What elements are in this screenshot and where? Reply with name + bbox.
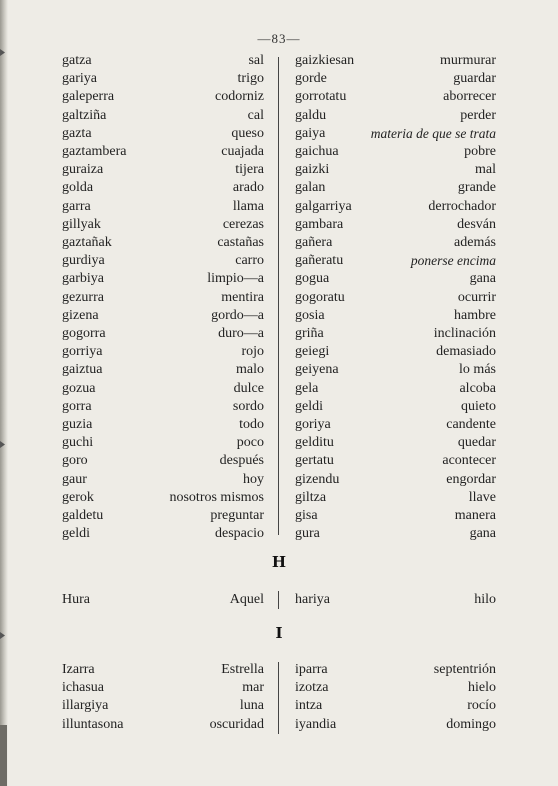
dictionary-entry bbox=[295, 234, 496, 252]
entry-term: gizena bbox=[62, 307, 99, 323]
entry-term: gazta bbox=[62, 125, 92, 141]
entry-term: gañeratu bbox=[295, 253, 344, 269]
entry-definition: cal bbox=[247, 107, 264, 123]
dictionary-entry bbox=[295, 716, 496, 734]
dictionary-entry bbox=[295, 307, 496, 325]
entry-term: gaizkiesan bbox=[295, 53, 355, 68]
dictionary-entry bbox=[295, 125, 496, 143]
dictionary-entry bbox=[295, 252, 496, 270]
entry-definition: cerezas bbox=[222, 216, 264, 232]
entry-term: gogua bbox=[295, 271, 330, 287]
entry-definition: ponerse encima bbox=[410, 253, 496, 269]
entry-definition: castañas bbox=[217, 235, 264, 250]
column-divider bbox=[278, 57, 279, 535]
entry-term: gaichua bbox=[295, 144, 339, 159]
dictionary-entry bbox=[295, 198, 496, 216]
entry-definition: rojo bbox=[241, 344, 264, 360]
entry-definition: acontecer bbox=[442, 453, 496, 469]
column-divider bbox=[278, 591, 279, 609]
entry-definition: cuajada bbox=[221, 144, 264, 159]
dictionary-entry bbox=[62, 325, 264, 343]
entry-definition: mar bbox=[242, 680, 264, 696]
entry-term: geldi bbox=[62, 526, 90, 542]
entry-term: ichasua bbox=[62, 680, 104, 696]
entry-term: griña bbox=[295, 326, 324, 341]
entry-term: galdu bbox=[295, 107, 327, 123]
entry-definition: hambre bbox=[454, 307, 496, 323]
entry-term: gillyak bbox=[62, 216, 101, 232]
entry-term: guzia bbox=[62, 417, 93, 432]
entry-term: goro bbox=[62, 453, 88, 469]
entry-term: galtziña bbox=[62, 107, 107, 123]
entry-term: gaztañak bbox=[62, 235, 112, 250]
entry-term: gosia bbox=[295, 307, 325, 323]
entry-definition: duro—a bbox=[218, 326, 264, 341]
entry-term: gerok bbox=[62, 489, 94, 505]
entry-term: gogoratu bbox=[295, 289, 345, 305]
entry-term: gelditu bbox=[295, 435, 334, 451]
dictionary-entry bbox=[295, 679, 496, 697]
entry-term: gizendu bbox=[295, 471, 340, 487]
entry-definition: ocurrir bbox=[457, 289, 496, 305]
entry-definition: pobre bbox=[464, 144, 496, 159]
entry-definition: quieto bbox=[461, 398, 496, 414]
dictionary-entry bbox=[295, 525, 496, 543]
entry-definition: dulce bbox=[233, 380, 264, 396]
dictionary-entry bbox=[295, 434, 496, 452]
dictionary-entry bbox=[295, 270, 496, 288]
dictionary-entry bbox=[62, 471, 264, 489]
entry-term: garra bbox=[62, 198, 91, 214]
dictionary-entry bbox=[295, 70, 496, 88]
entry-definition: después bbox=[219, 453, 264, 469]
entry-term: gorra bbox=[62, 398, 92, 414]
entry-definition: codorniz bbox=[215, 89, 264, 105]
entry-term: golda bbox=[62, 180, 94, 196]
entry-term: geldi bbox=[295, 398, 323, 414]
dictionary-entry bbox=[62, 452, 264, 470]
entry-definition: limpio—a bbox=[207, 271, 264, 287]
entry-term: Hura bbox=[62, 592, 90, 607]
entry-definition: candente bbox=[446, 417, 496, 432]
entry-definition: gordo—a bbox=[211, 307, 264, 323]
entry-term: gezurra bbox=[62, 289, 104, 305]
entry-definition: oscuridad bbox=[209, 716, 264, 732]
dictionary-entry bbox=[62, 398, 264, 416]
dictionary-entry bbox=[62, 70, 264, 88]
entry-definition: engordar bbox=[446, 471, 496, 487]
dictionary-entry bbox=[62, 380, 264, 398]
entry-definition: manera bbox=[454, 508, 496, 523]
entry-definition: despacio bbox=[215, 526, 264, 542]
dictionary-entry bbox=[62, 198, 264, 216]
entry-term: gisa bbox=[295, 508, 318, 523]
entry-term: gaiya bbox=[295, 125, 326, 141]
entry-definition: llama bbox=[232, 198, 264, 214]
dictionary-entry bbox=[62, 489, 264, 507]
dictionary-entry bbox=[295, 591, 496, 609]
dictionary-entry bbox=[62, 343, 264, 361]
entry-term: intza bbox=[295, 698, 323, 714]
entry-definition: sordo bbox=[232, 398, 264, 414]
entry-definition: guardar bbox=[453, 71, 496, 87]
entry-definition: sal bbox=[248, 53, 264, 68]
entry-term: iparra bbox=[295, 662, 328, 677]
dictionary-entry bbox=[62, 88, 264, 106]
entry-definition: poco bbox=[236, 435, 264, 451]
entry-definition: gana bbox=[469, 526, 496, 542]
entry-term: gaizki bbox=[295, 162, 330, 178]
dictionary-entry bbox=[295, 179, 496, 197]
entry-term: gogorra bbox=[62, 326, 106, 341]
dictionary-entry bbox=[295, 380, 496, 398]
dictionary-entry bbox=[295, 325, 496, 343]
entry-definition: carro bbox=[235, 253, 264, 269]
entry-definition: derrochador bbox=[428, 198, 496, 214]
entry-term: geiyena bbox=[295, 362, 339, 378]
entry-definition: rocío bbox=[467, 698, 496, 714]
dictionary-entry bbox=[295, 216, 496, 234]
entry-term: giltza bbox=[295, 489, 327, 505]
entry-term: illuntasona bbox=[62, 716, 124, 732]
entry-definition: inclinación bbox=[433, 326, 496, 341]
dictionary-entry bbox=[62, 161, 264, 179]
entry-definition: murmurar bbox=[440, 53, 496, 68]
dictionary-entry bbox=[295, 52, 496, 70]
entry-definition: todo bbox=[239, 417, 264, 432]
dictionary-entry bbox=[62, 179, 264, 197]
dictionary-entry bbox=[62, 525, 264, 543]
dictionary-entry bbox=[62, 289, 264, 307]
dictionary-entry bbox=[62, 361, 264, 379]
entry-term: Izarra bbox=[62, 662, 95, 677]
entry-term: gariya bbox=[62, 71, 97, 87]
entry-definition: alcoba bbox=[459, 380, 496, 396]
entry-definition: luna bbox=[239, 698, 264, 714]
dictionary-entry bbox=[62, 416, 264, 434]
entry-term: galdetu bbox=[62, 508, 104, 523]
entry-definition: aborrecer bbox=[443, 89, 496, 105]
entry-definition: tijera bbox=[235, 162, 264, 178]
entry-definition: nosotros mismos bbox=[169, 489, 264, 505]
entry-term: gorde bbox=[295, 71, 327, 87]
entry-definition: hoy bbox=[243, 471, 264, 487]
entry-term: izotza bbox=[295, 680, 329, 696]
entry-definition: Aquel bbox=[229, 592, 264, 607]
entry-definition: septentrión bbox=[433, 662, 496, 677]
dictionary-entry bbox=[62, 679, 264, 697]
dictionary-entry bbox=[295, 416, 496, 434]
entry-term: gañera bbox=[295, 235, 333, 250]
dictionary-entry bbox=[62, 252, 264, 270]
dictionary-entry bbox=[62, 307, 264, 325]
entry-definition: mentira bbox=[221, 289, 264, 305]
dictionary-entry bbox=[295, 143, 496, 161]
entry-term: gaztambera bbox=[62, 144, 127, 159]
entry-term: guraiza bbox=[62, 162, 104, 178]
page-edge-shadow bbox=[0, 0, 8, 786]
entry-term: galeperra bbox=[62, 89, 115, 105]
dictionary-entry bbox=[295, 661, 496, 679]
entry-definition: domingo bbox=[446, 716, 496, 732]
dictionary-entry bbox=[295, 88, 496, 106]
entry-definition: hielo bbox=[468, 680, 496, 696]
dictionary-entry bbox=[295, 507, 496, 525]
dictionary-entry bbox=[62, 697, 264, 715]
dictionary-entry bbox=[295, 471, 496, 489]
dictionary-entry bbox=[62, 591, 264, 609]
dictionary-entry bbox=[62, 107, 264, 125]
entry-term: gambara bbox=[295, 216, 344, 232]
dictionary-entry bbox=[295, 398, 496, 416]
dictionary-entry bbox=[295, 161, 496, 179]
entry-definition: mal bbox=[475, 162, 496, 178]
dictionary-entry bbox=[295, 452, 496, 470]
dictionary-entry bbox=[295, 697, 496, 715]
entry-definition: gana bbox=[469, 271, 496, 287]
entry-definition: preguntar bbox=[210, 508, 264, 523]
entry-definition: grande bbox=[457, 180, 496, 196]
entry-term: goriya bbox=[295, 417, 331, 432]
entry-term: gura bbox=[295, 526, 320, 542]
entry-term: gatza bbox=[62, 53, 92, 68]
dictionary-entry bbox=[62, 125, 264, 143]
entry-term: gorrotatu bbox=[295, 89, 347, 105]
entry-definition: Estrella bbox=[221, 662, 264, 677]
entry-definition: queso bbox=[231, 125, 264, 141]
entry-definition: perder bbox=[460, 107, 496, 123]
entry-definition: llave bbox=[468, 489, 496, 505]
entry-definition: lo más bbox=[459, 362, 496, 378]
entry-term: gertatu bbox=[295, 453, 334, 469]
dictionary-entry bbox=[62, 270, 264, 288]
entry-term: gaiztua bbox=[62, 362, 103, 378]
entry-definition: quedar bbox=[457, 435, 496, 451]
dictionary-entry bbox=[295, 361, 496, 379]
entry-definition: malo bbox=[236, 362, 264, 378]
entry-definition: desván bbox=[457, 216, 496, 232]
entry-term: gurdiya bbox=[62, 253, 105, 269]
dictionary-entry bbox=[62, 52, 264, 70]
binding-shadow bbox=[0, 725, 7, 786]
entry-term: gela bbox=[295, 380, 319, 396]
entry-definition: trigo bbox=[237, 71, 264, 87]
entry-term: gaur bbox=[62, 471, 87, 487]
entry-definition: demasiado bbox=[436, 344, 496, 360]
entry-term: gorriya bbox=[62, 344, 103, 360]
dictionary-entry bbox=[295, 107, 496, 125]
dictionary-entry bbox=[62, 234, 264, 252]
dictionary-entry bbox=[62, 143, 264, 161]
entry-definition: materia de que se trata bbox=[370, 125, 496, 141]
entry-term: guchi bbox=[62, 435, 94, 451]
dictionary-entry bbox=[62, 507, 264, 525]
entry-term: galan bbox=[295, 180, 326, 196]
dictionary-entry bbox=[62, 716, 264, 734]
dictionary-entry bbox=[295, 489, 496, 507]
section-heading-h: H bbox=[271, 553, 287, 571]
dictionary-entry bbox=[295, 289, 496, 307]
dictionary-entry bbox=[295, 343, 496, 361]
page-number: —83— bbox=[257, 31, 301, 46]
entry-term: iyandia bbox=[295, 716, 337, 732]
entry-term: garbiya bbox=[62, 271, 104, 287]
entry-term: gozua bbox=[62, 380, 96, 396]
entry-definition: hilo bbox=[474, 592, 496, 607]
dictionary-entry bbox=[62, 434, 264, 452]
dictionary-entry bbox=[62, 661, 264, 679]
column-divider bbox=[278, 662, 279, 734]
entry-term: geiegi bbox=[295, 344, 330, 360]
entry-term: hariya bbox=[295, 592, 330, 607]
entry-definition: arado bbox=[232, 180, 264, 196]
entry-definition: además bbox=[454, 235, 496, 250]
entry-term: galgarriya bbox=[295, 198, 352, 214]
entry-term: illargiya bbox=[62, 698, 109, 714]
dictionary-entry bbox=[62, 216, 264, 234]
section-heading-i: I bbox=[275, 624, 283, 642]
